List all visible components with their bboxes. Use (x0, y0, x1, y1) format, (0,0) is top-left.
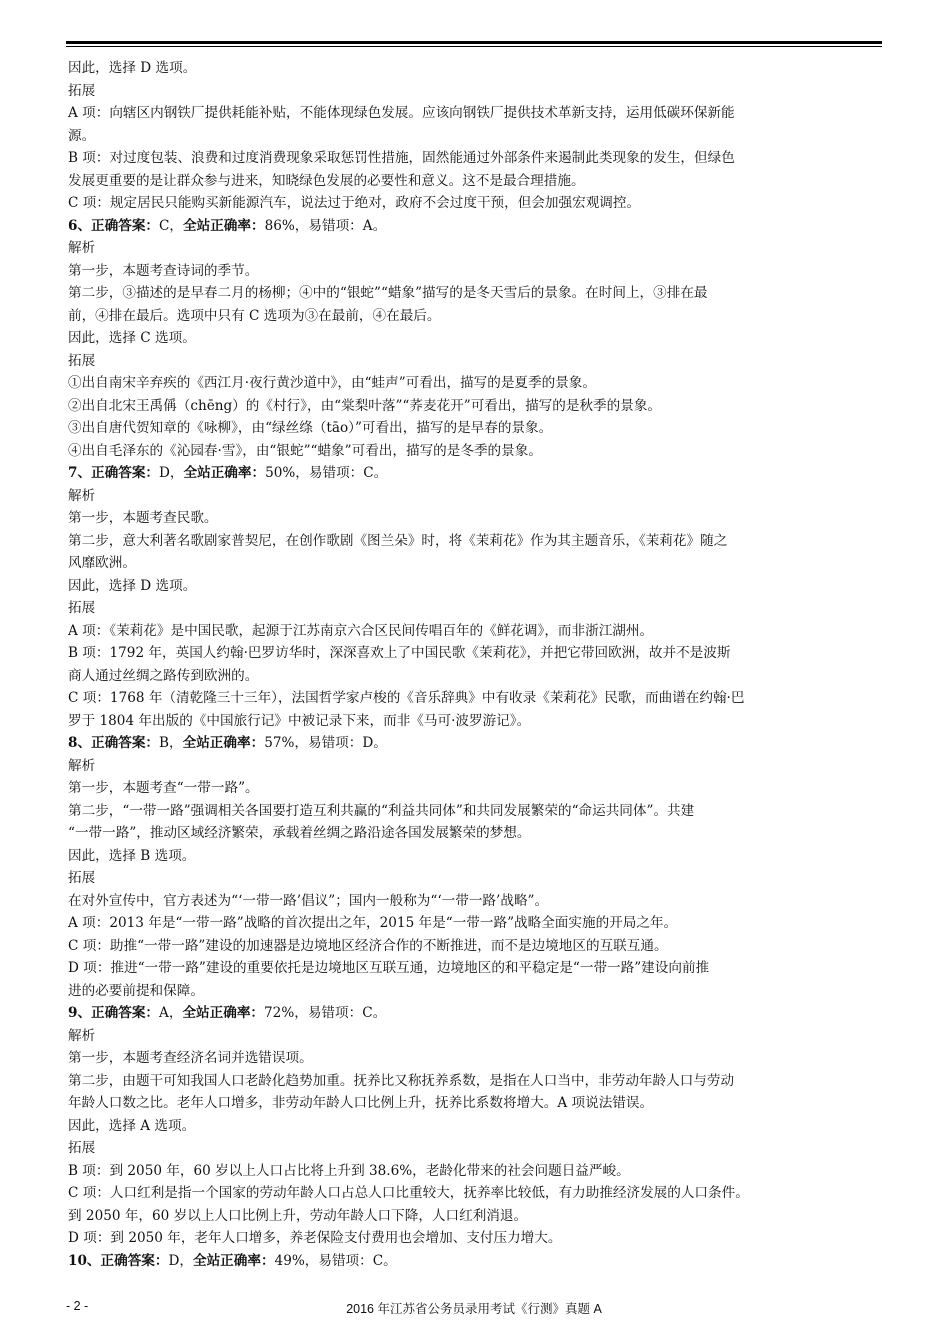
text-line: 在对外宣传中，官方表述为“‘一带一路’倡议”；国内一般称为“‘一带一路’战略”。 (68, 892, 549, 909)
accuracy-value: 57%，易错项：D。 (264, 735, 387, 751)
text-line: ②出自北宋王禹偁（chēng）的《村行》，由“棠梨叶落”“荞麦花开”可看出，描写的是秋季的景象。 (68, 397, 662, 414)
text-line: 解析 (68, 1027, 96, 1044)
answer-value: A， (159, 1005, 183, 1021)
answer-value: C， (159, 217, 184, 234)
text-line: 第一步，本题考查诗词的季节。 (68, 262, 259, 279)
answer-line (68, 1002, 882, 1025)
text-line: C 项：规定居民只能购买新能源汽车，说法过于绝对，政府不会过度干预，但会加强宏观调控。 (68, 195, 641, 211)
text-line: 解析 (68, 487, 96, 504)
accuracy-value: 86%，易错项：A。 (264, 217, 387, 234)
text-line: 拓展 (68, 870, 96, 886)
text-line: 第二步，③描述的是早春二月的杨柳；④中的“银蛇”“蜡象”描写的是冬天雪后的景象。在时间上，③排在最 (68, 285, 708, 301)
answer-label: 10、正确答案： (68, 1252, 169, 1269)
accuracy-label: 全站正确率： (183, 217, 265, 234)
text-line: ③出自唐代贺知章的《咏柳》，由“绿丝绦（tāo）”可看出，描写的是早春的景象。 (68, 420, 553, 436)
header-rule-thin (66, 46, 882, 47)
text-line: 因此，选择 D 选项。 (68, 577, 197, 594)
text-line: 前，④排在最后。选项中只有 C 选项为③在最前，④在最后。 (68, 307, 441, 324)
text-line: 进的必要前提和保障。 (68, 982, 204, 999)
text-line: B 项：对过度包装、浪费和过度消费现象采取惩罚性措施，固然能通过外部条件来遏制此类现象的发生，但绿色 (68, 150, 735, 166)
text-line: “一带一路”，推动区域经济繁荣，承载着丝绸之路沿途各国发展繁荣的梦想。 (68, 825, 531, 841)
text-line: A 项：2013 年是“一带一路”战略的首次提出之年，2015 年是“一带一路”战略全面实施的开局之年。 (68, 915, 678, 931)
answer-line (68, 1250, 882, 1273)
answer-value: D， (168, 1252, 193, 1269)
text-line: 解析 (68, 240, 96, 256)
text-line: 解析 (68, 757, 96, 774)
text-line: 第一步，本题考查民歌。 (68, 510, 218, 526)
text-line: C 项：人口红利是指一个国家的劳动年龄人口占总人口比重较大，抚养率比较低，有力助推经济发展的人口条件。 (68, 1185, 749, 1201)
text-line: 第二步，“一带一路”强调相关各国要打造互利共赢的“利益共同体”和共同发展繁荣的“命运共同体”。共建 (68, 802, 695, 819)
text-line: 第二步，由题干可知我国人口老龄化趋势加重。抚养比又称抚养系数，是指在人口当中，非劳动年龄人口与劳动 (68, 1072, 735, 1089)
text-line: 发展更重要的是让群众参与进来，知晓绿色发展的必要性和意义。这不是最合理措施。 (68, 172, 585, 189)
text-line: 年龄人口数之比。老年人口增多，非劳动年龄人口比例上升，抚养比系数将增大。A 项说法错误。 (68, 1095, 654, 1111)
text-line: 罗于 1804 年出版的《中国旅行记》中被记录下来，而非《马可·波罗游记》。 (68, 712, 531, 729)
footer-title: 2016 年江苏省公务员录用考试《行测》真题 A (346, 1302, 602, 1316)
document-body (68, 57, 882, 1272)
accuracy-value: 72%，易错项：C。 (264, 1005, 387, 1021)
text-line: 拓展 (68, 1140, 96, 1156)
text-line: C 项：助推“一带一路”建设的加速器是边境地区经济合作的不断推进，而不是边境地区的互联互通。 (68, 937, 668, 954)
answer-label: 7、正确答案： (68, 465, 160, 481)
accuracy-label: 全站正确率： (192, 1252, 275, 1269)
text-line: 商人通过丝绸之路传到欧洲的。 (68, 667, 259, 684)
answer-line (68, 215, 882, 238)
answer-label: 8、正确答案： (68, 735, 160, 751)
accuracy-label: 全站正确率： (182, 735, 265, 751)
accuracy-value: 49%，易错项：C。 (274, 1252, 397, 1269)
text-line: B 项：1792 年，英国人约翰·巴罗访华时，深深喜欢上了中国民歌《茉莉花》，并把它带回欧洲，故并不是波斯 (68, 645, 731, 661)
answer-line (68, 462, 882, 485)
text-line: 到 2050 年，60 岁以上人口比例上升，劳动年龄人口下降，人口红利消退。 (68, 1207, 528, 1224)
answer-label: 6、正确答案： (68, 217, 160, 234)
text-line: A 项：向辖区内钢铁厂提供耗能补贴，不能体现绿色发展。应该向钢铁厂提供技术革新支持，运用低碳环保新能 (68, 105, 735, 121)
text-line: 第二步，意大利著名歌剧家普契尼，在创作歌剧《图兰朵》时，将《茉莉花》作为其主题音乐，《茉莉花》随之 (68, 532, 728, 549)
page-footer (66, 1299, 882, 1319)
text-line: 因此，选择 A 选项。 (68, 1117, 196, 1134)
text-line: B 项：到 2050 年，60 岁以上人口占比将上升到 38.6%，老龄化带来的社会问题日益严峻。 (68, 1162, 630, 1179)
text-line: D 项：到 2050 年，老年人口增多，养老保险支付费用也会增加、支付压力增大。 (68, 1230, 562, 1246)
header-rule-thick (66, 41, 882, 44)
text-line: 拓展 (68, 352, 96, 369)
answer-label: 9、正确答案： (68, 1005, 160, 1021)
answer-value: B， (159, 735, 183, 751)
answer-line (68, 732, 882, 755)
text-line: 第一步，本题考查经济名词并选错误项。 (68, 1050, 313, 1066)
text-line: 因此，选择 D 选项。 (68, 60, 197, 76)
text-line: A 项：《茉莉花》是中国民歌，起源于江苏南京六合区民间传唱百年的《鲜花调》，而非浙江湖州。 (68, 622, 654, 639)
text-line: 源。 (68, 127, 96, 144)
answer-value: D， (159, 465, 184, 481)
text-line: 因此，选择 C 选项。 (68, 330, 196, 346)
text-line: 第一步，本题考查“一带一路”。 (68, 780, 259, 796)
accuracy-label: 全站正确率： (183, 465, 266, 481)
text-line: 拓展 (68, 82, 96, 99)
text-line: ④出自毛泽东的《沁园春·雪》，由“银蛇”“蜡象”可看出，描写的是冬季的景象。 (68, 442, 542, 459)
text-line: D 项：推进“一带一路”建设的重要依托是边境地区互联互通，边境地区的和平稳定是“一带一路”建设向前推 (68, 960, 710, 976)
text-line: ①出自南宋辛弃疾的《西江月·夜行黄沙道中》，由“蛙声”可看出，描写的是夏季的景象。 (68, 375, 596, 391)
accuracy-label: 全站正确率： (182, 1005, 265, 1021)
page-number: - 2 - (66, 1299, 89, 1313)
text-line: 拓展 (68, 600, 96, 616)
text-line: 风靡欧洲。 (68, 555, 136, 571)
accuracy-value: 50%，易错项：C。 (265, 465, 388, 481)
text-line: 因此，选择 B 选项。 (68, 847, 196, 864)
text-line: C 项：1768 年（清乾隆三十三年），法国哲学家卢梭的《音乐辞典》中有收录《茉莉花》民歌，而曲谱在约翰·巴 (68, 690, 745, 706)
